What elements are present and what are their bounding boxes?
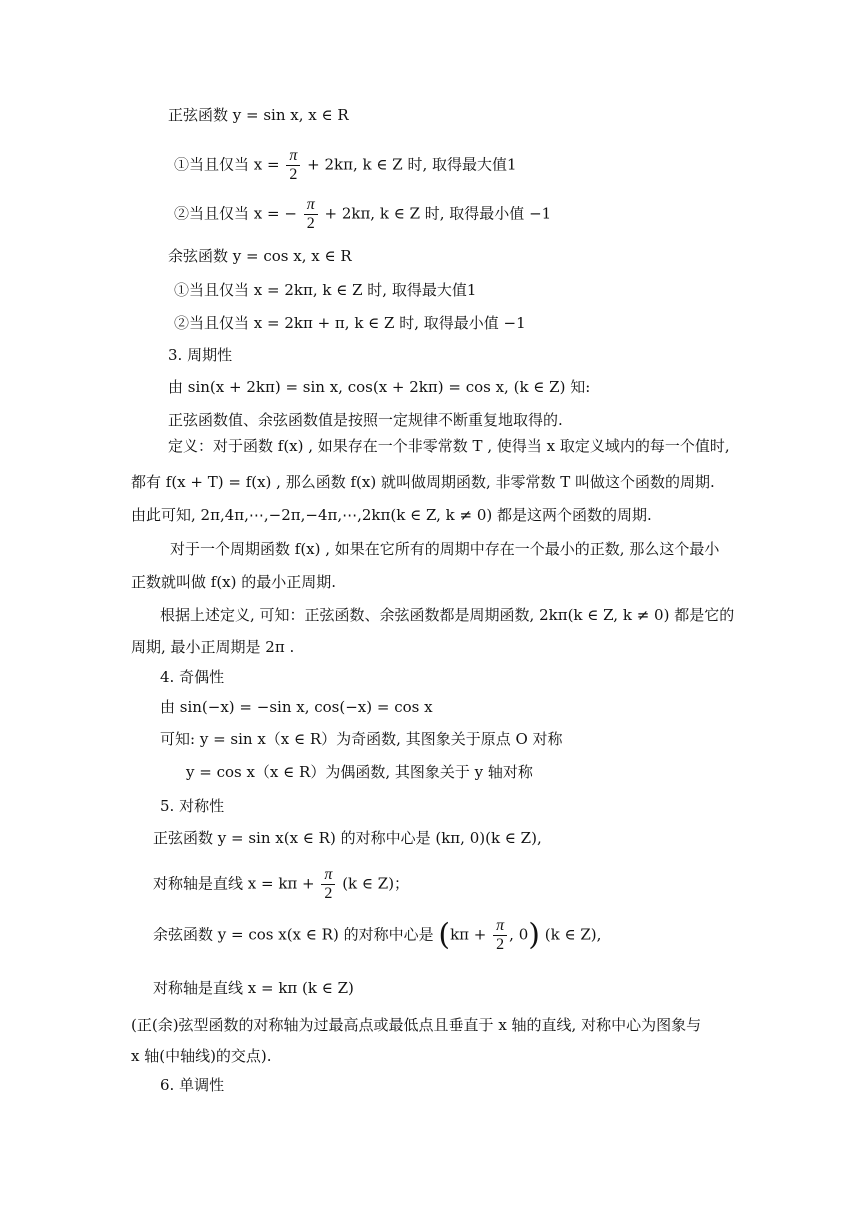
fraction-pi-over-2: $\frac{\pi}{2}$ xyxy=(493,917,507,954)
cosine-min-condition: ②当且仅当 x = 2kπ + π, k ∈ Z 时, 取得最小值 −1 xyxy=(174,314,526,332)
symmetry-note-line-2: x 轴(中轴线)的交点). xyxy=(131,1047,272,1065)
period-conclusion-line-2: 周期, 最小正周期是 2π . xyxy=(131,638,295,656)
fraction-pi-over-2: $\frac{\pi}{2}$ xyxy=(321,866,335,903)
cosine-symmetry-axis: 对称轴是直线 x = kπ (k ∈ Z) xyxy=(153,979,354,997)
section-heading-monotonicity: 6. 单调性 xyxy=(160,1076,225,1094)
sine-symmetry-axis: 对称轴是直线 x = kπ + $\frac{\pi}{2}$ (k ∈ Z)； xyxy=(153,866,410,902)
sine-max-condition: ①当且仅当 x = $\frac{\pi}{2}$ + 2kπ, k ∈ Z 时, 取得最大值1 xyxy=(174,147,517,183)
section-heading-parity: 4. 奇偶性 xyxy=(160,668,225,686)
sine-min-condition: ②当且仅当 x = − $\frac{\pi}{2}$ + 2kπ, k ∈ Z 时, 取得最小值 −1 xyxy=(174,196,552,232)
sine-odd-statement: 可知: y = sin x（x ∈ R）为奇函数, 其图象关于原点 O 对称 xyxy=(160,730,563,748)
minimal-period-line-1: 对于一个周期函数 f(x) , 如果在它所有的周期中存在一个最小的正数, 那么这个最小 xyxy=(170,540,720,558)
period-conclusion-line-1: 根据上述定义, 可知：正弦函数、余弦函数都是周期函数, 2kπ(k ∈ Z, k ≠ 0) 都是它的 xyxy=(160,606,735,624)
parity-formula: 由 sin(−x) = −sin x, cos(−x) = cos x xyxy=(160,698,433,716)
left-paren: ( xyxy=(438,917,451,953)
sine-definition: 正弦函数 y = sin x, x ∈ R xyxy=(168,106,349,124)
fraction-pi-over-2: $\frac{\pi}{2}$ xyxy=(286,147,300,184)
right-paren: ) xyxy=(528,917,540,953)
period-definition-line-1: 定义：对于函数 f(x) , 如果存在一个非零常数 T , 使得当 x 取定义域内的每一个值时, xyxy=(168,437,730,455)
section-heading-symmetry: 5. 对称性 xyxy=(160,797,225,815)
cosine-definition: 余弦函数 y = cos x, x ∈ R xyxy=(168,247,352,265)
symmetry-note-line-1: (正(余)弦型函数的对称轴为过最高点或最低点且垂直于 x 轴的直线, 对称中心为图象与 xyxy=(131,1016,702,1034)
section-heading-periodicity: 3. 周期性 xyxy=(168,346,233,364)
periodicity-formula: 由 sin(x + 2kπ) = sin x, cos(x + 2kπ) = cos x, (k ∈ Z) 知: xyxy=(168,378,591,396)
fraction-pi-over-2: $\frac{\pi}{2}$ xyxy=(304,196,318,233)
period-definition-line-2: 都有 f(x + T) = f(x) , 那么函数 f(x) 就叫做周期函数, 非零常数 T 叫做这个函数的周期. xyxy=(131,473,715,491)
cosine-max-condition: ①当且仅当 x = 2kπ, k ∈ Z 时, 取得最大值1 xyxy=(174,281,477,299)
sine-symmetry-center: 正弦函数 y = sin x(x ∈ R) 的对称中心是 (kπ, 0)(k ∈ Z), xyxy=(153,829,542,847)
cosine-symmetry-center: 余弦函数 y = cos x(x ∈ R) 的对称中心是 (kπ + $\frac{\pi}{2}$ , 0) (k ∈ Z), xyxy=(153,917,602,953)
minimal-period-line-2: 正数就叫做 f(x) 的最小正周期. xyxy=(131,573,337,591)
cosine-even-statement: y = cos x（x ∈ R）为偶函数, 其图象关于 y 轴对称 xyxy=(186,763,533,781)
periodicity-text: 正弦函数值、余弦函数值是按照一定规律不断重复地取得的. xyxy=(168,411,563,429)
period-examples: 由此可知, 2π,4π,⋯,−2π,−4π,⋯,2kπ(k ∈ Z, k ≠ 0) 都是这两个函数的周期. xyxy=(131,506,652,524)
